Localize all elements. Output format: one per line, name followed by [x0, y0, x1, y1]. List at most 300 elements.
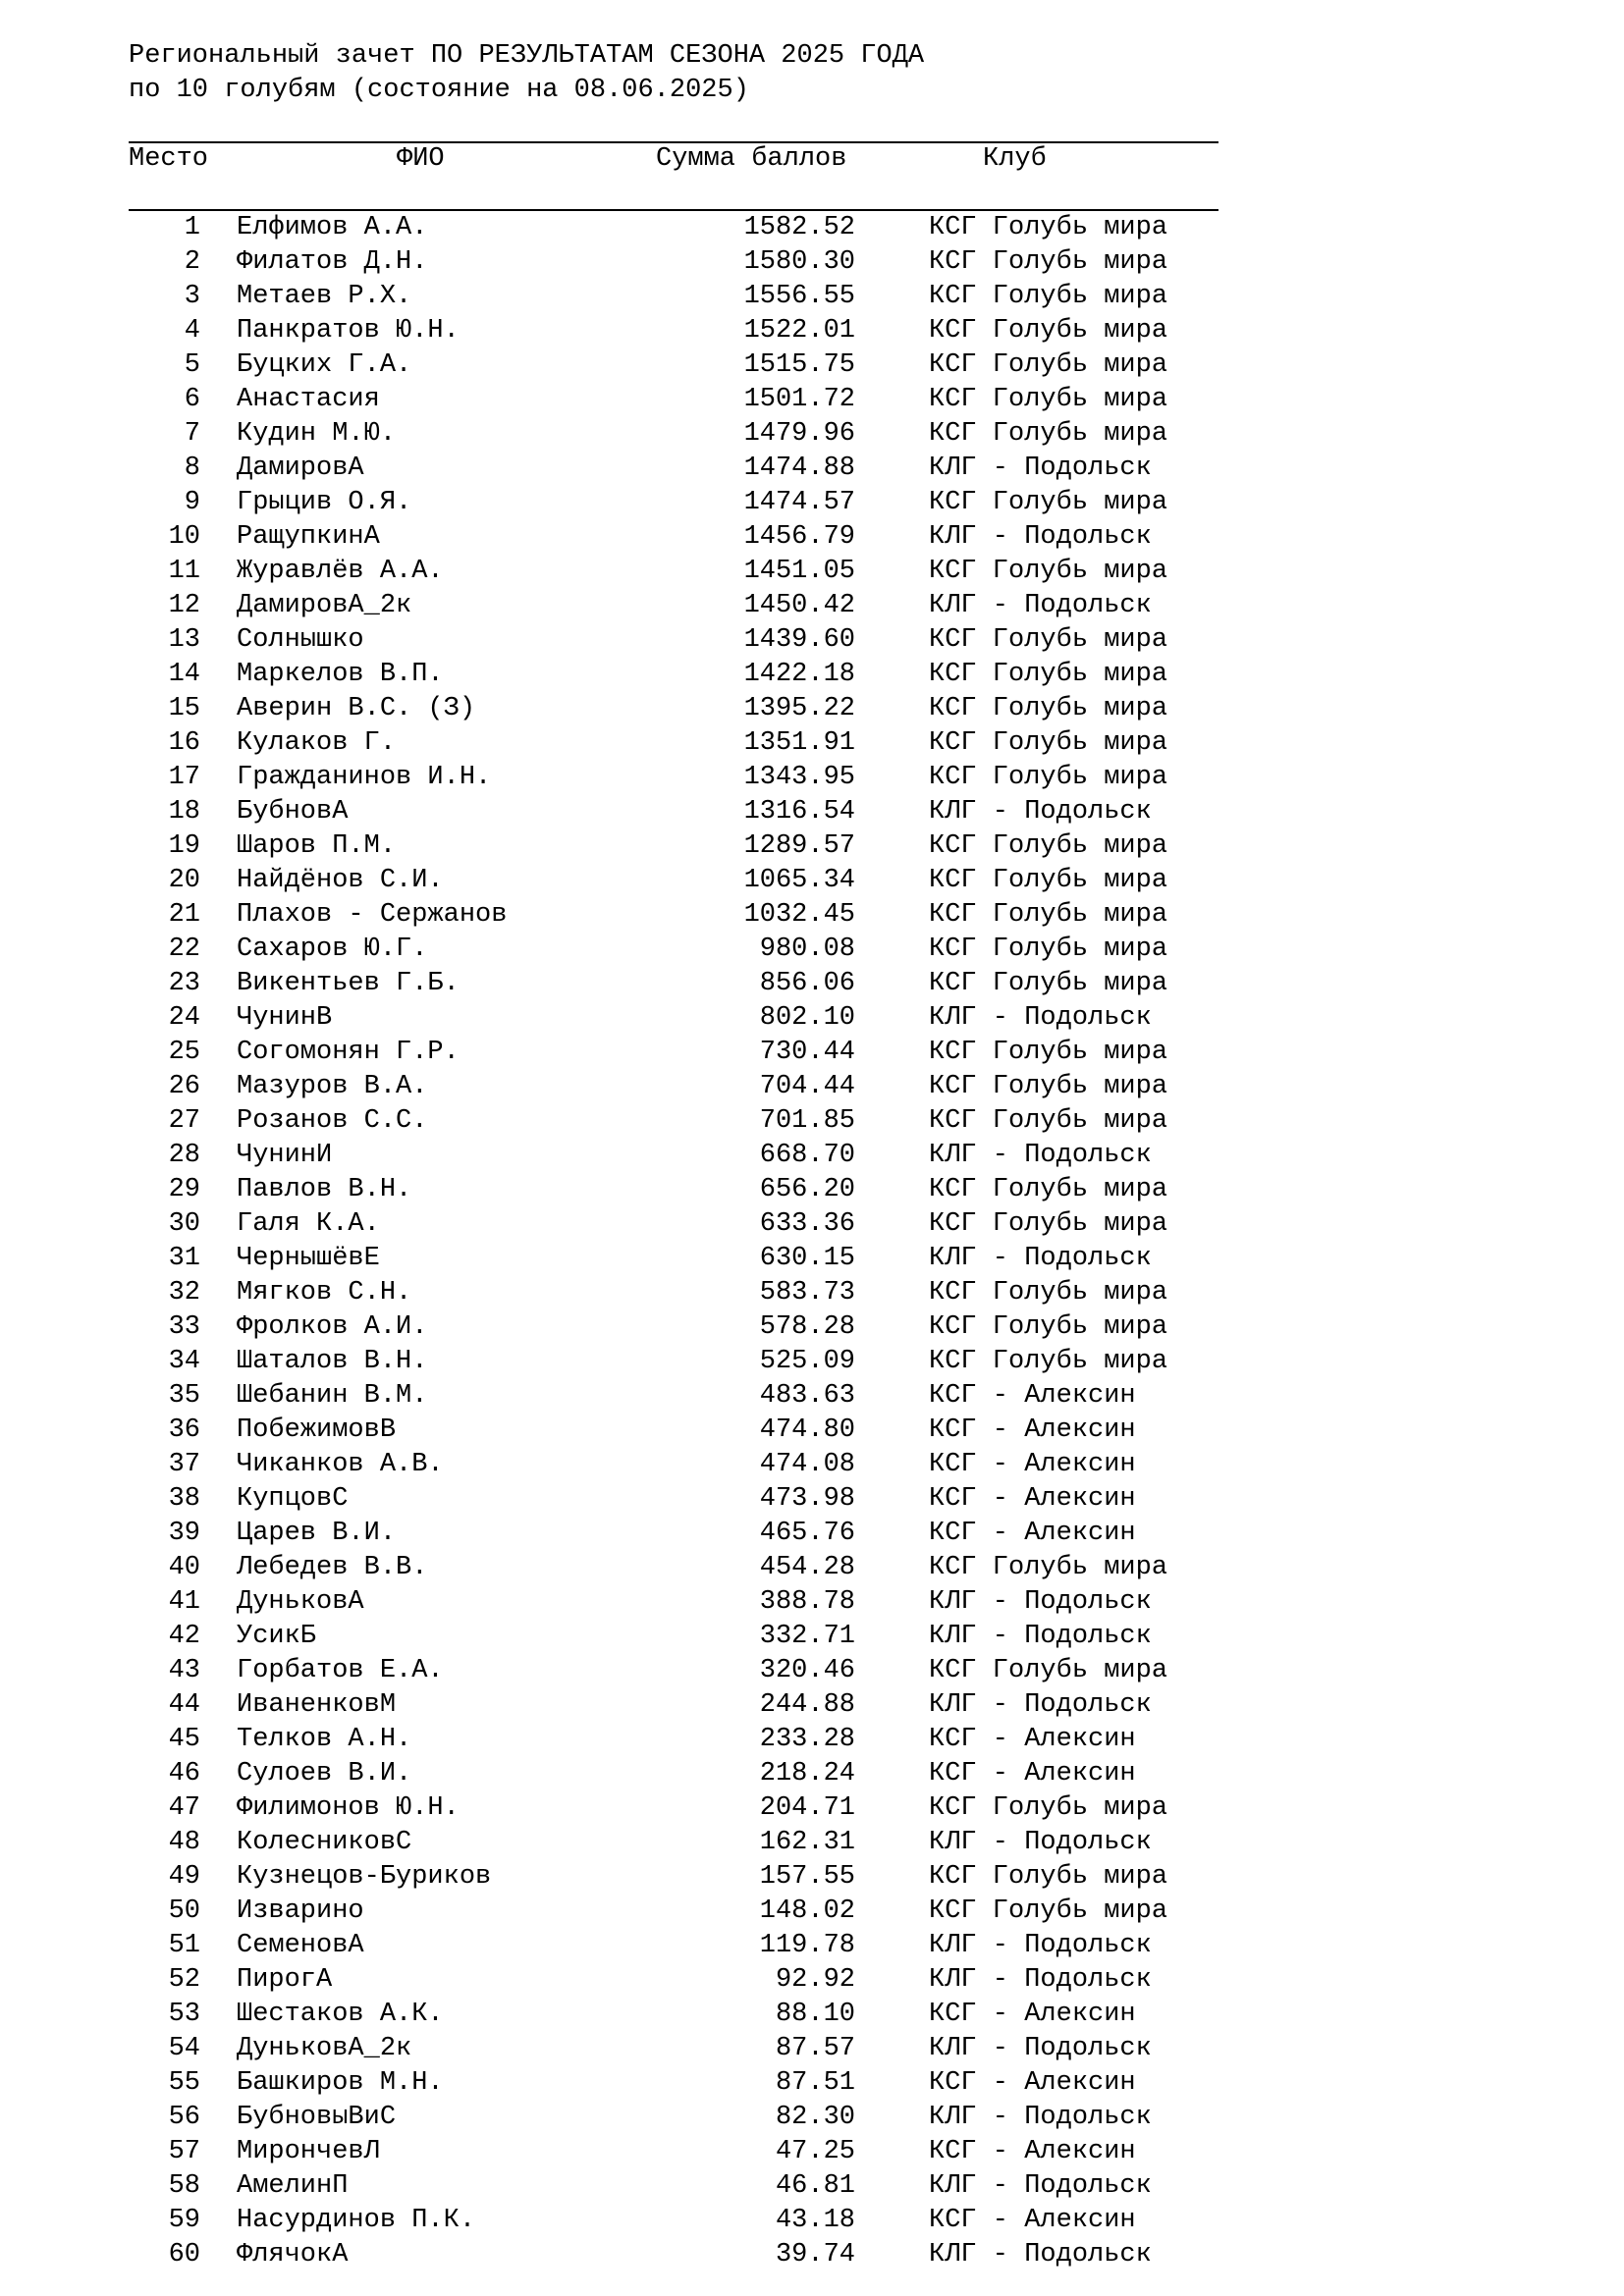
title-line-2: по 10 голубям (состояние на 08.06.2025) [129, 76, 749, 105]
row-score: 87.57 [775, 2034, 855, 2063]
table-row [0, 898, 1624, 933]
row-name: ЧунинВ [237, 1003, 333, 1033]
row-club: КСГ Голубь мира [929, 316, 1168, 346]
row-name: БубновыВиС [237, 2103, 397, 2132]
table-row [0, 1551, 1624, 1585]
row-place: 4 [184, 316, 200, 346]
table-row [0, 1998, 1624, 2032]
row-club: КСГ Голубь мира [929, 385, 1168, 414]
row-name: Анастасия [237, 385, 380, 414]
row-name: Аверин В.С. (З) [237, 694, 476, 723]
row-name: Филимонов Ю.Н. [237, 1793, 460, 1823]
row-name: Шаталов В.Н. [237, 1347, 428, 1376]
table-row [0, 761, 1624, 795]
row-name: ФлячокА [237, 2240, 349, 2269]
table-row [0, 211, 1624, 245]
table-row [0, 1517, 1624, 1551]
row-name: Кузнецов-Буриков [237, 1862, 492, 1892]
row-club: КЛГ - Подольск [929, 1244, 1152, 1273]
row-place: 28 [168, 1141, 200, 1170]
row-name: Солнышко [237, 625, 364, 655]
row-score: 1450.42 [743, 591, 855, 620]
row-place: 32 [168, 1278, 200, 1308]
row-club: КСГ Голубь мира [929, 1038, 1168, 1067]
row-name: ДамировА_2к [237, 591, 412, 620]
header-score: Сумма баллов [656, 144, 847, 174]
row-club: КСГ Голубь мира [929, 1312, 1168, 1342]
row-club: КЛГ - Подольск [929, 1931, 1152, 1960]
row-place: 53 [168, 2000, 200, 2029]
row-club: КСГ Голубь мира [929, 557, 1168, 586]
row-place: 19 [168, 831, 200, 861]
row-place: 15 [168, 694, 200, 723]
row-place: 33 [168, 1312, 200, 1342]
row-club: КЛГ - Подольск [929, 1141, 1152, 1170]
row-name: Кулаков Г. [237, 728, 397, 758]
row-club: КЛГ - Подольск [929, 454, 1152, 483]
table-row [0, 1139, 1624, 1173]
row-score: 46.81 [775, 2171, 855, 2201]
table-row [0, 1620, 1624, 1654]
row-score: 1065.34 [743, 866, 855, 895]
row-club: КЛГ - Подольск [929, 1003, 1152, 1033]
row-score: 630.15 [759, 1244, 855, 1273]
row-score: 473.98 [759, 1484, 855, 1514]
row-club: КСГ Голубь мира [929, 1072, 1168, 1101]
row-club: КСГ Голубь мира [929, 1347, 1168, 1376]
row-name: Телков А.Н. [237, 1725, 412, 1754]
row-score: 218.24 [759, 1759, 855, 1789]
row-club: КЛГ - Подольск [929, 591, 1152, 620]
row-score: 1316.54 [743, 797, 855, 827]
row-score: 1395.22 [743, 694, 855, 723]
row-name: ПобежимовВ [237, 1415, 397, 1445]
row-place: 38 [168, 1484, 200, 1514]
row-place: 60 [168, 2240, 200, 2269]
row-score: 1501.72 [743, 385, 855, 414]
row-score: 320.46 [759, 1656, 855, 1685]
row-club: КСГ Голубь мира [929, 763, 1168, 792]
row-score: 1289.57 [743, 831, 855, 861]
row-name: ДамировА [237, 454, 364, 483]
row-place: 23 [168, 969, 200, 998]
row-place: 3 [184, 282, 200, 311]
table-row [0, 1414, 1624, 1448]
row-club: КЛГ - Подольск [929, 1622, 1152, 1651]
row-club: КСГ Голубь мира [929, 900, 1168, 930]
table-row [0, 452, 1624, 486]
row-name: Метаев Р.Х. [237, 282, 412, 311]
row-place: 39 [168, 1519, 200, 1548]
row-score: 668.70 [759, 1141, 855, 1170]
row-club: КСГ Голубь мира [929, 1553, 1168, 1582]
row-club: КСГ Голубь мира [929, 1862, 1168, 1892]
row-score: 980.08 [759, 934, 855, 964]
table-row [0, 658, 1624, 692]
row-place: 52 [168, 1965, 200, 1995]
table-row [0, 864, 1624, 898]
table-row [0, 2032, 1624, 2066]
row-club: КСГ - Алексин [929, 1450, 1136, 1479]
table-row [0, 1654, 1624, 1688]
row-score: 656.20 [759, 1175, 855, 1204]
row-club: КСГ - Алексин [929, 1381, 1136, 1411]
row-club: КСГ - Алексин [929, 2137, 1136, 2166]
row-score: 1474.57 [743, 488, 855, 517]
row-club: КЛГ - Подольск [929, 1965, 1152, 1995]
row-score: 162.31 [759, 1828, 855, 1857]
row-club: КЛГ - Подольск [929, 522, 1152, 552]
row-score: 583.73 [759, 1278, 855, 1308]
row-place: 42 [168, 1622, 200, 1651]
row-score: 465.76 [759, 1519, 855, 1548]
row-name: СеменовА [237, 1931, 364, 1960]
row-place: 55 [168, 2068, 200, 2098]
row-score: 148.02 [759, 1896, 855, 1926]
row-score: 1343.95 [743, 763, 855, 792]
table-row [0, 829, 1624, 864]
row-name: ИваненковМ [237, 1690, 397, 1720]
table-row [0, 933, 1624, 967]
row-name: БубновА [237, 797, 349, 827]
row-club: КЛГ - Подольск [929, 2171, 1152, 2201]
row-name: ЧернышёвЕ [237, 1244, 380, 1273]
row-club: КСГ - Алексин [929, 1484, 1136, 1514]
table-row [0, 1379, 1624, 1414]
row-place: 43 [168, 1656, 200, 1685]
table-row [0, 1929, 1624, 1963]
row-score: 802.10 [759, 1003, 855, 1033]
row-name: Филатов Д.Н. [237, 247, 428, 277]
row-place: 9 [184, 488, 200, 517]
table-row [0, 1276, 1624, 1310]
row-name: Викентьев Г.Б. [237, 969, 460, 998]
row-name: МирончевЛ [237, 2137, 380, 2166]
row-place: 50 [168, 1896, 200, 1926]
row-place: 47 [168, 1793, 200, 1823]
row-place: 24 [168, 1003, 200, 1033]
row-name: Мазуров В.А. [237, 1072, 428, 1101]
row-score: 1439.60 [743, 625, 855, 655]
row-place: 59 [168, 2206, 200, 2235]
row-place: 31 [168, 1244, 200, 1273]
row-place: 6 [184, 385, 200, 414]
row-name: РащупкинА [237, 522, 380, 552]
row-name: КолесниковС [237, 1828, 412, 1857]
row-score: 701.85 [759, 1106, 855, 1136]
row-name: Сахаров Ю.Г. [237, 934, 428, 964]
row-name: Буцких Г.А. [237, 350, 412, 380]
row-place: 18 [168, 797, 200, 827]
row-place: 34 [168, 1347, 200, 1376]
table-row [0, 1036, 1624, 1070]
row-place: 56 [168, 2103, 200, 2132]
row-score: 856.06 [759, 969, 855, 998]
row-club: КСГ Голубь мира [929, 1656, 1168, 1685]
row-place: 54 [168, 2034, 200, 2063]
row-club: КСГ Голубь мира [929, 1278, 1168, 1308]
row-name: Чиканков А.В. [237, 1450, 444, 1479]
table-row [0, 726, 1624, 761]
table-row [0, 1757, 1624, 1791]
row-score: 730.44 [759, 1038, 855, 1067]
row-name: УсикБ [237, 1622, 317, 1651]
row-place: 22 [168, 934, 200, 964]
row-score: 332.71 [759, 1622, 855, 1651]
table-row [0, 2135, 1624, 2169]
row-club: КСГ Голубь мира [929, 1106, 1168, 1136]
row-score: 1451.05 [743, 557, 855, 586]
row-club: КЛГ - Подольск [929, 797, 1152, 827]
row-name: Царев В.И. [237, 1519, 397, 1548]
row-score: 43.18 [775, 2206, 855, 2235]
table-row [0, 1242, 1624, 1276]
row-score: 1456.79 [743, 522, 855, 552]
table-row [0, 1104, 1624, 1139]
table-row [0, 1826, 1624, 1860]
row-place: 45 [168, 1725, 200, 1754]
table-row [0, 245, 1624, 280]
row-name: Фролков А.И. [237, 1312, 428, 1342]
row-club: КСГ Голубь мира [929, 728, 1168, 758]
row-score: 388.78 [759, 1587, 855, 1617]
row-place: 5 [184, 350, 200, 380]
row-name: Насурдинов П.К. [237, 2206, 476, 2235]
row-score: 1522.01 [743, 316, 855, 346]
row-place: 1 [184, 213, 200, 242]
table-row [0, 417, 1624, 452]
table-row [0, 623, 1624, 658]
row-place: 48 [168, 1828, 200, 1857]
row-name: ДуньковА [237, 1587, 364, 1617]
row-place: 29 [168, 1175, 200, 1204]
table-row [0, 314, 1624, 348]
row-place: 41 [168, 1587, 200, 1617]
row-place: 20 [168, 866, 200, 895]
row-club: КЛГ - Подольск [929, 2103, 1152, 2132]
row-place: 27 [168, 1106, 200, 1136]
table-row [0, 967, 1624, 1001]
table-row [0, 692, 1624, 726]
row-name: Мягков С.Н. [237, 1278, 412, 1308]
table-row [0, 2204, 1624, 2238]
row-place: 46 [168, 1759, 200, 1789]
row-name: Сулоев В.И. [237, 1759, 412, 1789]
table-row [0, 1448, 1624, 1482]
row-club: КСГ Голубь мира [929, 660, 1168, 689]
row-place: 16 [168, 728, 200, 758]
row-name: Башкиров М.Н. [237, 2068, 444, 2098]
table-row [0, 1895, 1624, 1929]
row-place: 17 [168, 763, 200, 792]
table-row [0, 280, 1624, 314]
table-row [0, 1173, 1624, 1207]
row-score: 483.63 [759, 1381, 855, 1411]
row-club: КСГ Голубь мира [929, 419, 1168, 449]
row-name: Розанов С.С. [237, 1106, 428, 1136]
table-row [0, 348, 1624, 383]
row-score: 1351.91 [743, 728, 855, 758]
row-name: Гражданинов И.Н. [237, 763, 492, 792]
row-name: Шестаков А.К. [237, 2000, 444, 2029]
row-name: ЧунинИ [237, 1141, 333, 1170]
row-score: 1474.88 [743, 454, 855, 483]
table-row [0, 2066, 1624, 2101]
row-score: 244.88 [759, 1690, 855, 1720]
row-place: 30 [168, 1209, 200, 1239]
row-club: КСГ - Алексин [929, 2206, 1136, 2235]
row-club: КСГ Голубь мира [929, 1896, 1168, 1926]
row-place: 11 [168, 557, 200, 586]
row-score: 474.80 [759, 1415, 855, 1445]
table-row [0, 589, 1624, 623]
row-name: Кудин М.Ю. [237, 419, 397, 449]
row-club: КСГ - Алексин [929, 1415, 1136, 1445]
row-place: 25 [168, 1038, 200, 1067]
row-place: 57 [168, 2137, 200, 2166]
row-place: 7 [184, 419, 200, 449]
document-title [129, 39, 924, 108]
row-score: 454.28 [759, 1553, 855, 1582]
row-club: КСГ Голубь мира [929, 1209, 1168, 1239]
row-club: КСГ Голубь мира [929, 1793, 1168, 1823]
table-row [0, 383, 1624, 417]
row-club: КСГ Голубь мира [929, 934, 1168, 964]
row-place: 49 [168, 1862, 200, 1892]
row-score: 92.92 [775, 1965, 855, 1995]
row-name: ДуньковА_2к [237, 2034, 412, 2063]
row-place: 12 [168, 591, 200, 620]
table-row [0, 555, 1624, 589]
row-score: 119.78 [759, 1931, 855, 1960]
row-place: 36 [168, 1415, 200, 1445]
row-club: КСГ Голубь мира [929, 247, 1168, 277]
table-row [0, 1585, 1624, 1620]
row-club: КСГ Голубь мира [929, 213, 1168, 242]
row-name: Маркелов В.П. [237, 660, 444, 689]
row-club: КСГ Голубь мира [929, 866, 1168, 895]
row-score: 87.51 [775, 2068, 855, 2098]
row-name: Шаров П.М. [237, 831, 397, 861]
header-place: Место [129, 144, 209, 174]
row-score: 525.09 [759, 1347, 855, 1376]
table-row [0, 1860, 1624, 1895]
row-club: КСГ Голубь мира [929, 831, 1168, 861]
row-name: Панкратов Ю.Н. [237, 316, 460, 346]
row-club: КСГ Голубь мира [929, 282, 1168, 311]
row-score: 578.28 [759, 1312, 855, 1342]
row-place: 14 [168, 660, 200, 689]
row-club: КСГ Голубь мира [929, 488, 1168, 517]
row-name: Шебанин В.М. [237, 1381, 428, 1411]
row-name: Найдёнов С.И. [237, 866, 444, 895]
row-score: 1580.30 [743, 247, 855, 277]
row-club: КСГ Голубь мира [929, 350, 1168, 380]
row-place: 51 [168, 1931, 200, 1960]
row-score: 47.25 [775, 2137, 855, 2166]
table-row [0, 1310, 1624, 1345]
row-place: 8 [184, 454, 200, 483]
row-place: 13 [168, 625, 200, 655]
table-row [0, 520, 1624, 555]
row-name: Павлов В.Н. [237, 1175, 412, 1204]
table-row [0, 486, 1624, 520]
row-place: 58 [168, 2171, 200, 2201]
row-score: 1032.45 [743, 900, 855, 930]
row-name: Лебедев В.В. [237, 1553, 428, 1582]
row-score: 704.44 [759, 1072, 855, 1101]
row-club: КСГ - Алексин [929, 2068, 1136, 2098]
row-club: КСГ Голубь мира [929, 625, 1168, 655]
table-row [0, 795, 1624, 829]
row-score: 1422.18 [743, 660, 855, 689]
row-place: 21 [168, 900, 200, 930]
row-club: КСГ Голубь мира [929, 1175, 1168, 1204]
row-name: ПирогА [237, 1965, 333, 1995]
row-place: 35 [168, 1381, 200, 1411]
table-row [0, 1001, 1624, 1036]
table-row [0, 1963, 1624, 1998]
results-table [0, 211, 1624, 2272]
row-name: Галя К.А. [237, 1209, 380, 1239]
row-club: КСГ - Алексин [929, 1759, 1136, 1789]
row-place: 26 [168, 1072, 200, 1101]
row-score: 633.36 [759, 1209, 855, 1239]
table-row [0, 2169, 1624, 2204]
row-club: КСГ - Алексин [929, 2000, 1136, 2029]
row-name: Изварино [237, 1896, 364, 1926]
row-score: 82.30 [775, 2103, 855, 2132]
row-club: КСГ Голубь мира [929, 969, 1168, 998]
table-row [0, 1723, 1624, 1757]
row-club: КЛГ - Подольск [929, 1828, 1152, 1857]
row-score: 204.71 [759, 1793, 855, 1823]
row-club: КЛГ - Подольск [929, 2034, 1152, 2063]
table-row [0, 1791, 1624, 1826]
row-score: 1515.75 [743, 350, 855, 380]
row-name: Грыцив О.Я. [237, 488, 412, 517]
table-row [0, 1207, 1624, 1242]
table-row [0, 1345, 1624, 1379]
row-score: 474.08 [759, 1450, 855, 1479]
row-club: КЛГ - Подольск [929, 2240, 1152, 2269]
row-score: 1582.52 [743, 213, 855, 242]
row-name: Горбатов Е.А. [237, 1656, 444, 1685]
row-score: 233.28 [759, 1725, 855, 1754]
row-score: 1479.96 [743, 419, 855, 449]
row-score: 157.55 [759, 1862, 855, 1892]
row-score: 1556.55 [743, 282, 855, 311]
row-place: 2 [184, 247, 200, 277]
table-row [0, 2238, 1624, 2272]
row-club: КСГ Голубь мира [929, 694, 1168, 723]
row-name: Журавлёв А.А. [237, 557, 444, 586]
row-score: 88.10 [775, 2000, 855, 2029]
row-club: КЛГ - Подольск [929, 1587, 1152, 1617]
row-place: 10 [168, 522, 200, 552]
row-name: Согомонян Г.Р. [237, 1038, 460, 1067]
title-line-1: Региональный зачет ПО РЕЗУЛЬТАТАМ СЕЗОНА 2025 ГОДА [129, 41, 925, 71]
table-row [0, 2101, 1624, 2135]
table-row [0, 1070, 1624, 1104]
row-place: 37 [168, 1450, 200, 1479]
header-name: ФИО [397, 144, 445, 174]
row-place: 40 [168, 1553, 200, 1582]
header-club: Клуб [983, 144, 1047, 174]
row-place: 44 [168, 1690, 200, 1720]
row-club: КСГ - Алексин [929, 1519, 1136, 1548]
row-club: КСГ - Алексин [929, 1725, 1136, 1754]
